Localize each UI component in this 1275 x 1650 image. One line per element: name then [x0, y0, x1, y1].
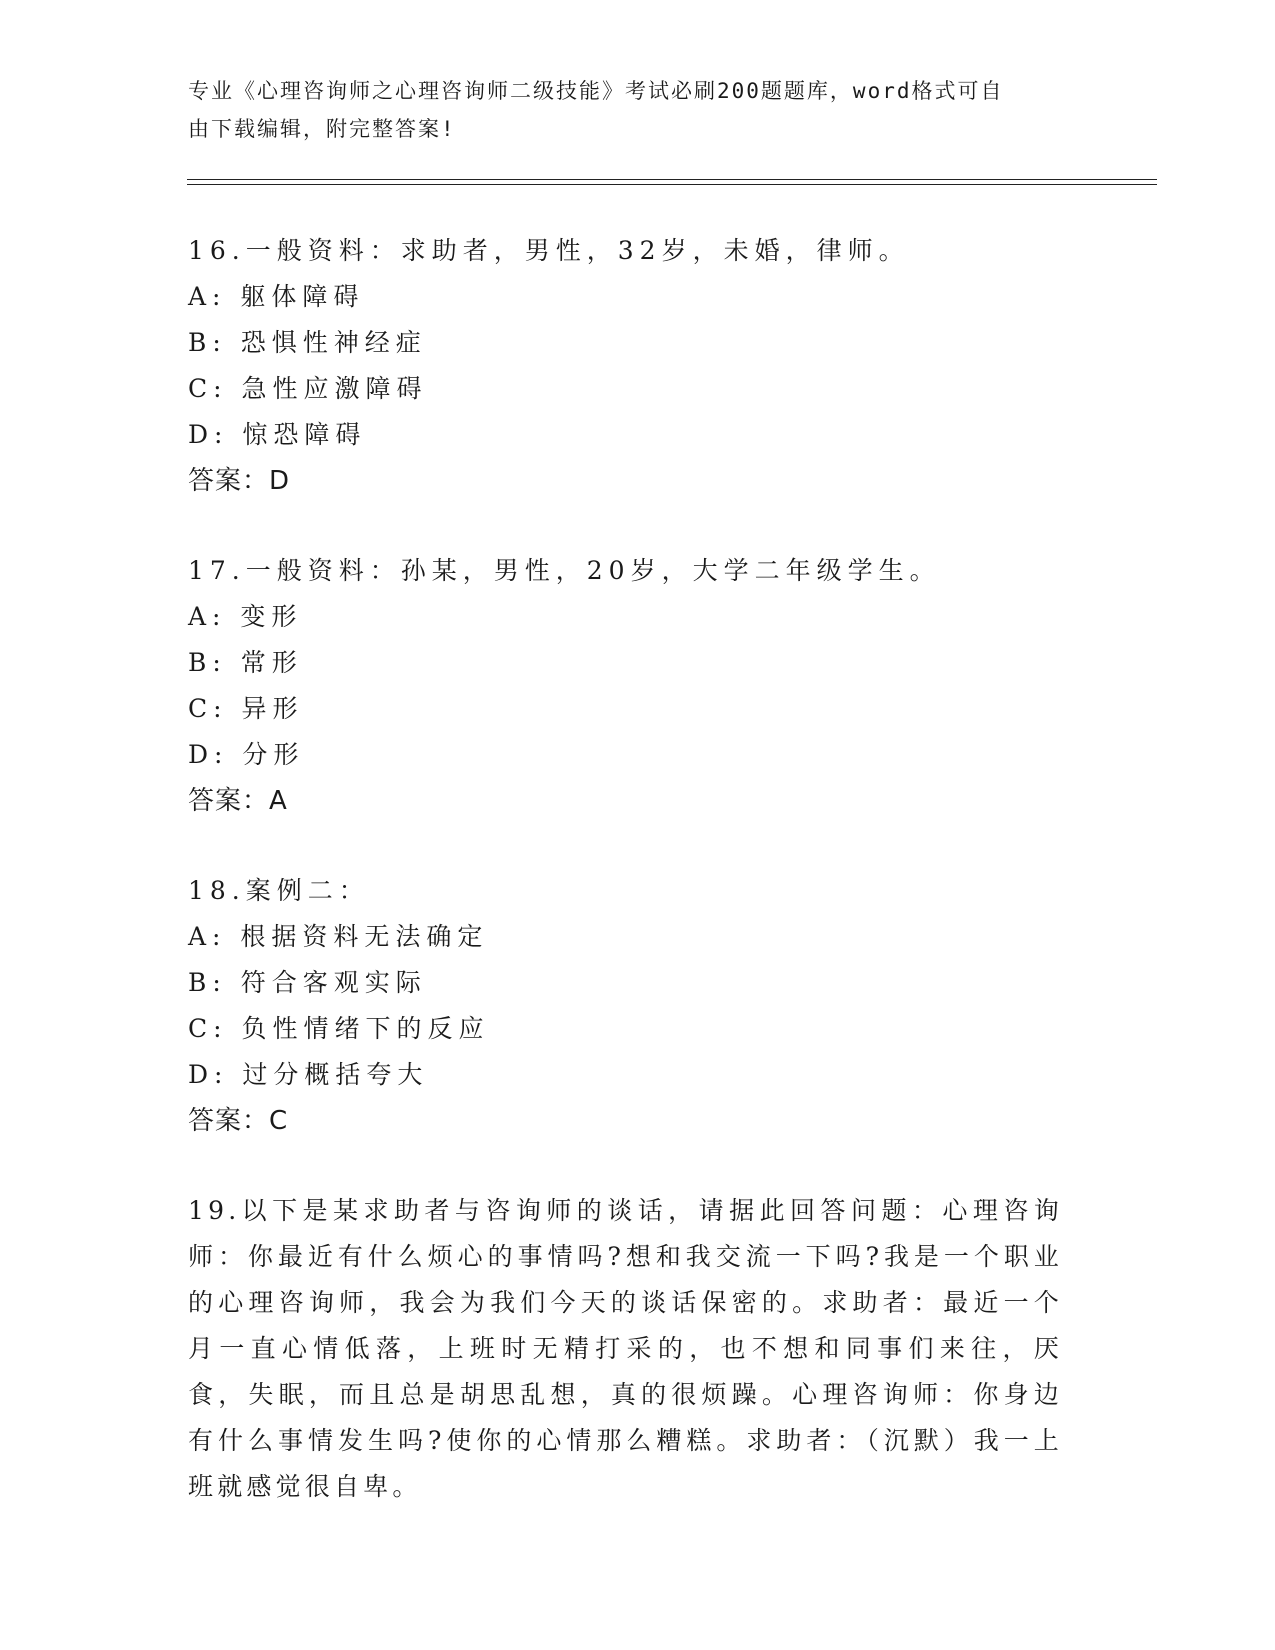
document-header — [188, 72, 1068, 148]
option-c: C: 负性情绪下的反应 — [188, 1014, 490, 1043]
question-17 — [188, 548, 1068, 824]
answer-label: 答案：C — [188, 1106, 289, 1136]
question-16 — [188, 228, 1068, 504]
question-18 — [188, 868, 1068, 1144]
option-c: C: 急性应激障碍 — [188, 374, 428, 403]
question-stem: 17.一般资料：孙某，男性，20岁，大学二年级学生。 — [188, 556, 941, 585]
option-a: A: 变形 — [188, 602, 303, 631]
option-a: A: 躯体障碍 — [188, 282, 365, 311]
option-b: B: 恐惧性神经症 — [188, 328, 427, 357]
option-d: D: 分形 — [188, 740, 305, 769]
question-19-text: 19.以下是某求助者与咨询师的谈话，请据此回答问题：心理咨询师：你最近有什么烦心的事情吗?想和我交流一下吗?我是一个职业的心理咨询师，我会为我们今天的谈话保密的。求助者：最近一个月一直心情低落，上班时无精打采的，也不想和同事们来往，厌食，失眠，而且总是胡思乱想，真的很烦躁。心理咨询师：你身边有什么事情发生吗?使你的心情那么糟糕。求助者：（沉默）我一上班就感觉很自卑。 — [188, 1196, 1063, 1501]
header-divider-top — [187, 179, 1157, 180]
option-a: A: 根据资料无法确定 — [188, 922, 489, 951]
header-line-1: 专业《心理咨询师之心理咨询师二级技能》考试必刷200题题库，word格式可自 — [188, 79, 1004, 103]
option-d: D: 过分概括夸大 — [188, 1060, 429, 1089]
option-d: D: 惊恐障碍 — [188, 420, 367, 449]
option-c: C: 异形 — [188, 694, 304, 723]
header-divider-bottom — [187, 184, 1157, 185]
option-b: B: 符合客观实际 — [188, 968, 427, 997]
question-19 — [188, 1188, 1068, 1510]
answer-label: 答案：A — [188, 786, 288, 816]
header-line-2: 由下载编辑，附完整答案! — [188, 117, 456, 141]
answer-label: 答案：D — [188, 466, 291, 496]
question-stem: 18.案例二： — [188, 876, 370, 905]
option-b: B: 常形 — [188, 648, 303, 677]
question-stem: 16.一般资料：求助者，男性，32岁，未婚，律师。 — [188, 236, 910, 265]
